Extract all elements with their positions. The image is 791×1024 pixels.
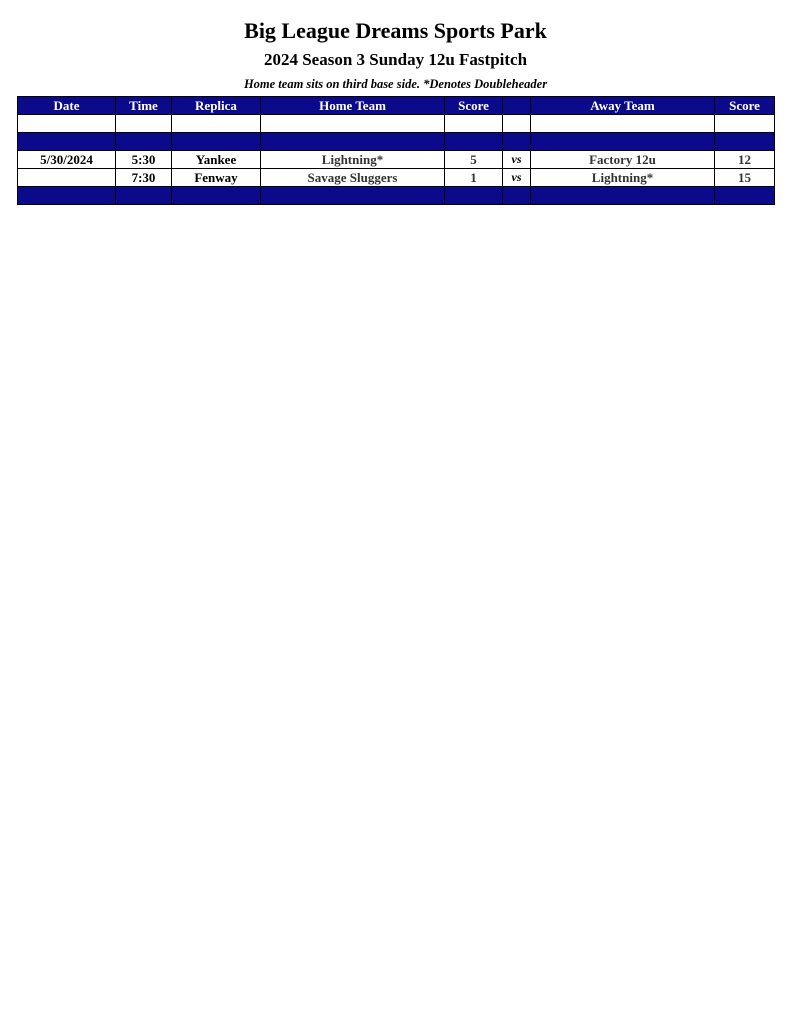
column-header-time: Time bbox=[116, 97, 172, 115]
column-header-home-team: Home Team bbox=[261, 97, 445, 115]
column-header-date: Date bbox=[18, 97, 116, 115]
table-row bbox=[18, 151, 775, 169]
away-score-cell: 15 bbox=[715, 169, 775, 187]
table-header-row bbox=[18, 97, 775, 115]
time-cell: 7:30 bbox=[116, 169, 172, 187]
home-team-cell: Lightning* bbox=[261, 151, 445, 169]
empty-row bbox=[18, 115, 775, 133]
date-cell bbox=[18, 169, 116, 187]
page-subtitle: 2024 Season 3 Sunday 12u Fastpitch bbox=[263, 50, 528, 69]
column-header-vs bbox=[503, 97, 531, 115]
vs-cell: vs bbox=[503, 151, 531, 169]
replica-cell: Fenway bbox=[172, 169, 261, 187]
schedule-note: Home team sits on third base side. *Denotes Doubleheader bbox=[243, 77, 548, 91]
replica-cell: Yankee bbox=[172, 151, 261, 169]
column-header-away-team: Away Team bbox=[531, 97, 715, 115]
vs-cell: vs bbox=[503, 169, 531, 187]
column-header-replica: Replica bbox=[172, 97, 261, 115]
schedule-table bbox=[17, 96, 775, 205]
divider-row bbox=[18, 133, 775, 151]
home-team-cell: Savage Sluggers bbox=[261, 169, 445, 187]
home-score-cell: 1 bbox=[445, 169, 503, 187]
divider-row bbox=[18, 187, 775, 205]
time-cell: 5:30 bbox=[116, 151, 172, 169]
page-title: Big League Dreams Sports Park bbox=[244, 18, 547, 43]
away-team-cell: Factory 12u bbox=[531, 151, 715, 169]
column-header-away-score: Score bbox=[715, 97, 775, 115]
date-cell: 5/30/2024 bbox=[18, 151, 116, 169]
away-team-cell: Lightning* bbox=[531, 169, 715, 187]
column-header-home-score: Score bbox=[445, 97, 503, 115]
away-score-cell: 12 bbox=[715, 151, 775, 169]
table-row bbox=[18, 169, 775, 187]
home-score-cell: 5 bbox=[445, 151, 503, 169]
